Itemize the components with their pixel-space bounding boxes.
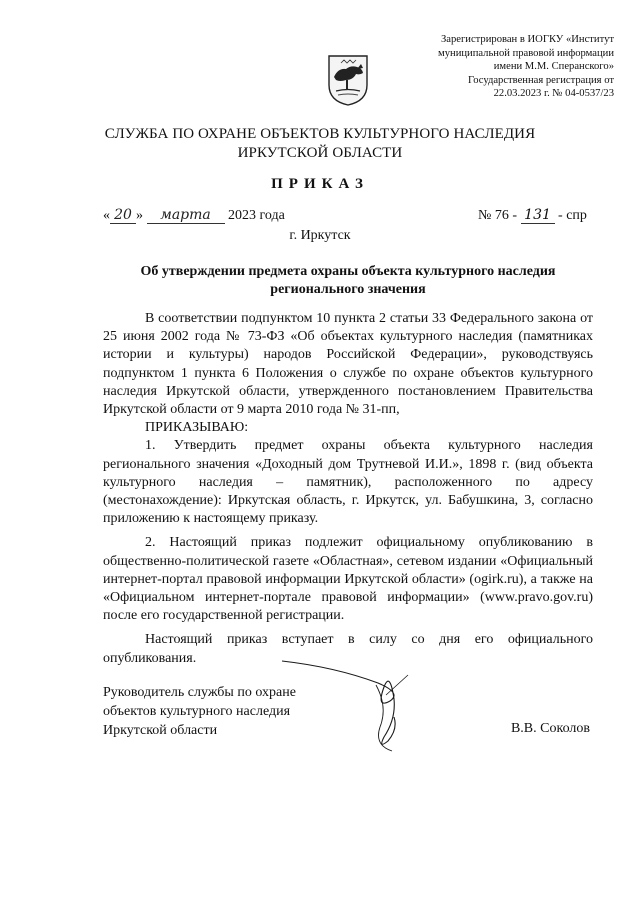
date-month: марта (147, 207, 225, 224)
title-line: регионального значения (270, 282, 426, 297)
organization-name-line: ИРКУТСКОЙ ОБЛАСТИ (237, 145, 403, 161)
date-open-quote: « (103, 208, 110, 223)
registration-line: Государственная регистрация от (468, 74, 614, 86)
document-city: г. Иркутск (289, 228, 351, 243)
handwritten-signature (280, 655, 430, 755)
registration-line: муниципальной правовой информации (438, 47, 614, 59)
position-line: объектов культурного наследия (103, 704, 291, 719)
number-value: 131 (521, 207, 555, 224)
number-prefix: № 76 - (478, 208, 518, 223)
date-day: 20 (110, 207, 136, 224)
order-word: ПРИКАЗЫВАЮ: (145, 420, 249, 436)
title-line: Об утверждении предмета охраны объекта культурного наследия (140, 264, 556, 279)
irkutsk-coat-of-arms-icon (326, 53, 370, 107)
preamble-paragraph: В соответствии подпунктом 10 пункта 2 статьи 33 Федерального закона от 25 июня 2002 года № 73-ФЗ «Об объектах культурного наследия (памятниках истории и культуры) народов Российской Федерации», руководствуясь подпунктом 1 пункта 6 Положения о службе по охране объектов культурного наследия Иркутской области, утвержденного постановлением Правительства Иркутской области от 9 марта 2010 года № 31-пп, (103, 311, 593, 418)
date-close-quote: » (136, 208, 143, 223)
registration-line: 22.03.2023 г. № 04-0537/23 (493, 88, 614, 100)
document-type: ПРИКАЗ (271, 176, 369, 192)
document-body (103, 310, 593, 668)
date-year: 2023 года (228, 208, 285, 223)
registration-stamp (384, 33, 614, 101)
number-suffix: - спр (558, 208, 587, 223)
document-number (478, 207, 587, 224)
organization-name (0, 125, 640, 163)
signatory-position (103, 683, 296, 740)
order-item-2: 2. Настоящий приказ подлежит официальному опубликованию в общественно-политической газете «Областная», сетевом издании «Официальный интернет-портал правовой информации Иркутской области» (ogirk.ru), а также на «Официальном интернет-портале правовой информации» (www.pravo.gov.ru) после его государственной регистрации. (103, 535, 593, 624)
position-line: Иркутской области (103, 723, 218, 738)
document-title (103, 263, 593, 299)
position-line: Руководитель службы по охране (103, 685, 296, 700)
registration-line: имени М.М. Сперанского» (493, 61, 614, 73)
organization-name-line: СЛУЖБА ПО ОХРАНЕ ОБЪЕКТОВ КУЛЬТУРНОГО НАСЛЕДИЯ (104, 126, 536, 142)
effective-paragraph: Настоящий приказ вступает в силу со дня его официального опубликования. (103, 632, 593, 666)
order-item-1: 1. Утвердить предмет охраны объекта культурного наследия регионального значения «Доходный дом Трутневой И.И.», 1898 г. (вид объекта культурного наследия – памятник), расположенного по адресу (местонахождение): Иркутская область, г. Иркутск, ул. Бабушкина, 3, согласно приложению к настоящему приказу. (103, 438, 593, 527)
registration-line: Зарегистрирован в ИОГКУ «Институт (440, 34, 614, 45)
document-date (103, 207, 285, 224)
signatory-name: В.В. Соколов (510, 721, 590, 736)
